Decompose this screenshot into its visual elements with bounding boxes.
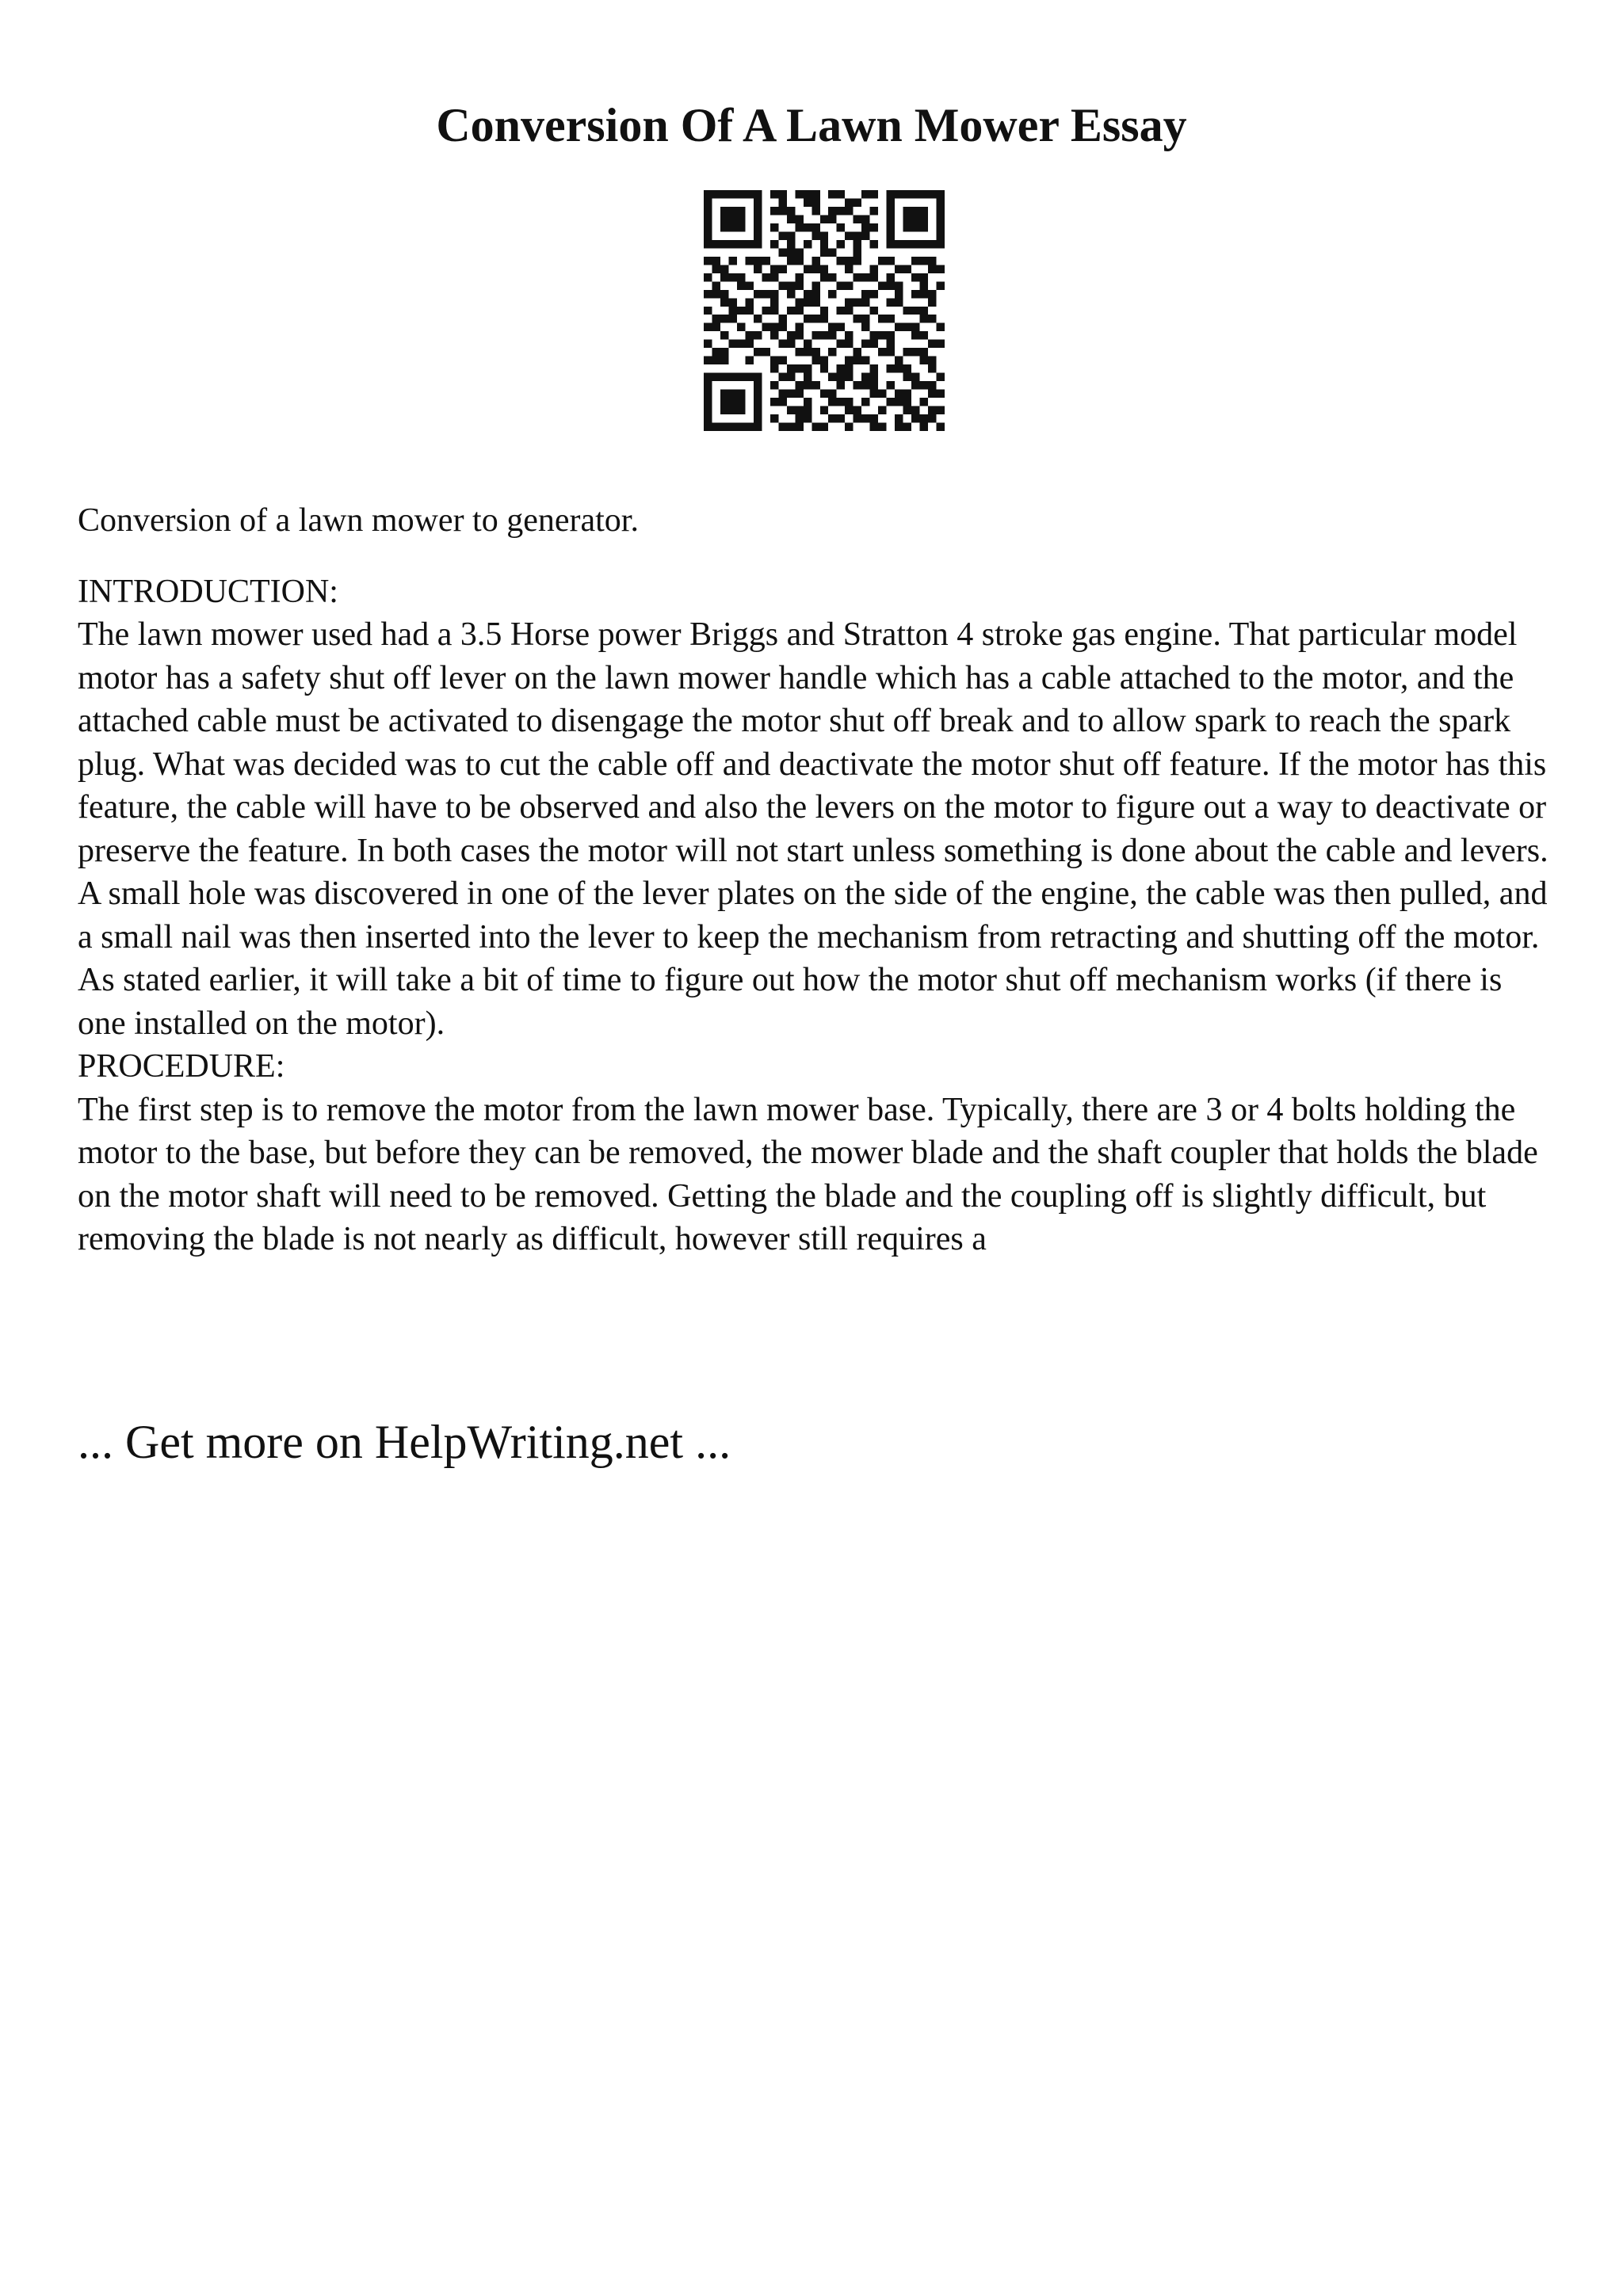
document-body <box>78 499 1552 1261</box>
introduction-heading: INTRODUCTION: <box>78 573 338 610</box>
qr-code-icon <box>704 190 945 431</box>
get-more-link[interactable]: ... Get more on HelpWriting.net ... <box>78 1416 731 1468</box>
paragraph-spacer <box>78 543 1552 570</box>
intro-line: Conversion of a lawn mower to generator. <box>78 502 639 539</box>
introduction-paragraph: The lawn mower used had a 3.5 Horse power Briggs and Stratton 4 stroke gas engine. That particular model motor has a safety shut off lever on the lawn mower handle which has a cable attached to the motor, and the attached cable must be activated to disengage the motor shut off break and to allow spark to reach the spark plug. What was decided was to cut the cable off and deactivate the motor shut off feature. If the motor has this feature, the cable will have to be observed and also the levers on the motor to figure out a way to deactivate or preserve the feature. In both cases the motor will not start unless something is done about the cable and levers. <box>78 616 1549 869</box>
procedure-paragraph: The first step is to remove the motor from the lawn mower base. Typically, there are 3 or 4 bolts holding the motor to the base, but before they can be removed, the mower blade and the shaft coupler that holds the blade on the motor shaft will need to be removed. Getting the blade and the coupling off is slightly difficult, but removing the blade is not nearly as difficult, however still requires a <box>78 1091 1538 1257</box>
document-title: Conversion Of A Lawn Mower Essay <box>436 99 1187 151</box>
introduction-paragraph-continued: A small hole was discovered in one of the lever plates on the side of the engine, the cable was then pulled, and a small nail was then inserted into the lever to keep the mechanism from retracting and shutting off the motor. As stated earlier, it will take a bit of time to figure out how the motor shut off mechanism works (if there is one installed on the motor). <box>78 875 1548 1042</box>
procedure-heading: PROCEDURE: <box>78 1048 285 1085</box>
